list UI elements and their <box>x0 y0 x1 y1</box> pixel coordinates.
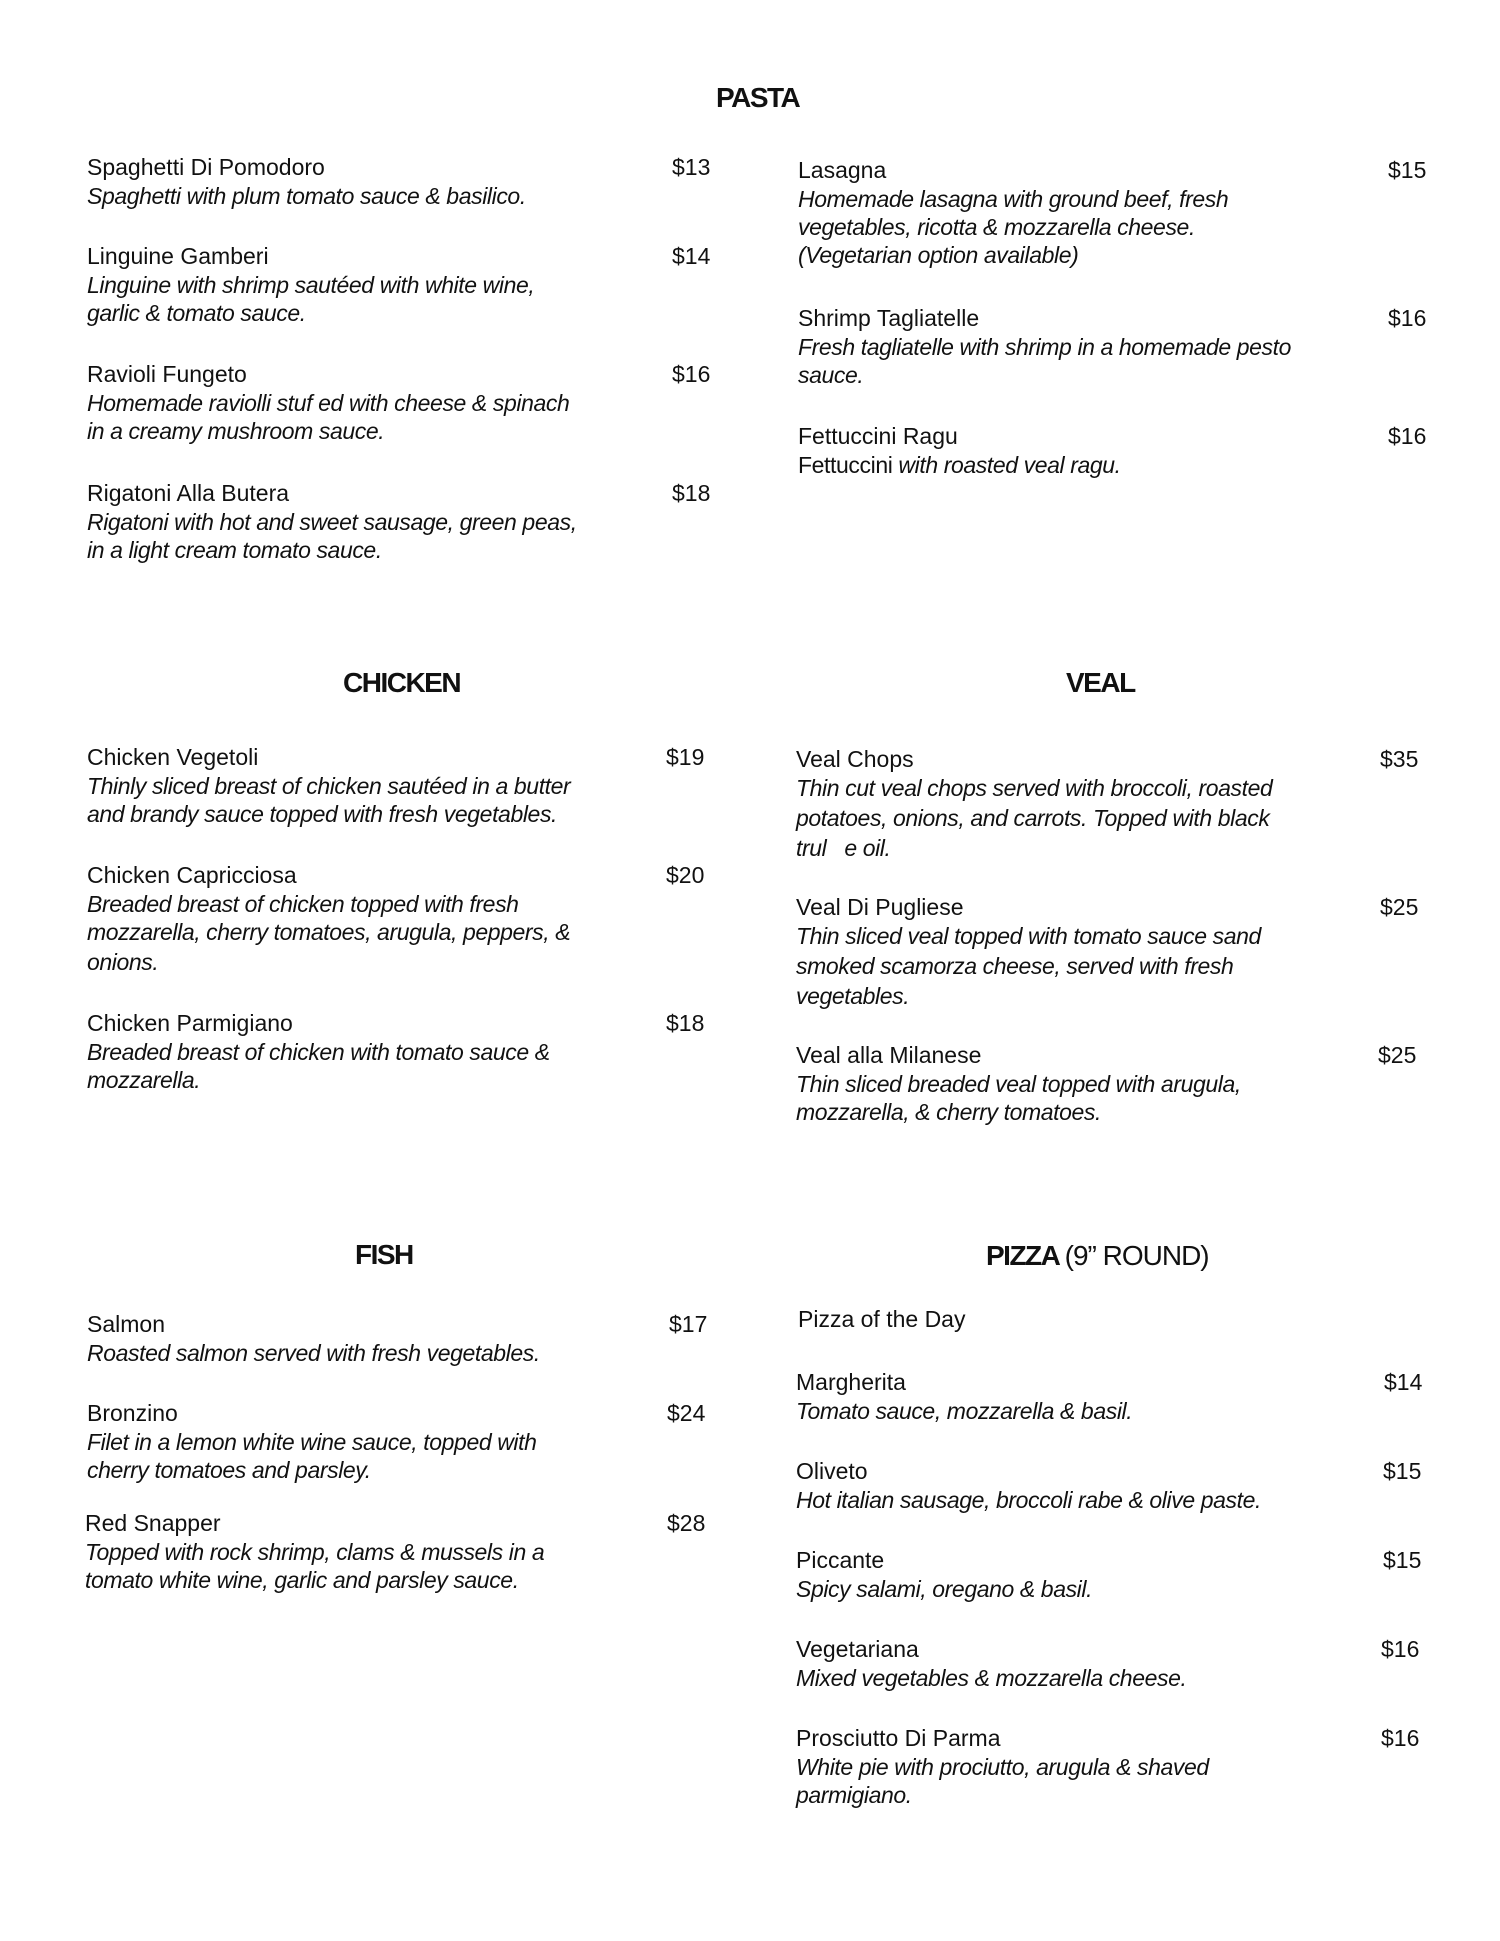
item-description: Fettuccini with roasted veal ragu. <box>798 452 1121 478</box>
item-price: $25 <box>1380 894 1419 920</box>
pizza-of-the-day <box>798 1304 1438 1334</box>
item-name: Rigatoni Alla Butera <box>87 480 290 506</box>
item-price: $35 <box>1380 746 1419 772</box>
item-name: Veal Chops <box>796 746 914 772</box>
item-name: Spaghetti Di Pomodoro <box>87 154 325 180</box>
item-price: $20 <box>666 862 705 888</box>
menu-item <box>796 1456 1436 1514</box>
item-description: Thinly sliced breast of chicken sautéed in a butter and brandy sauce topped with fresh vegetables. <box>87 773 571 827</box>
menu-item <box>796 1723 1436 1809</box>
item-description: Linguine with shrimp sautéed with white wine, garlic & tomato sauce. <box>87 272 535 326</box>
item-description: Fresh tagliatelle with shrimp in a homemade pesto sauce. <box>798 334 1292 388</box>
item-price: $18 <box>672 480 711 506</box>
item-price: $15 <box>1383 1547 1422 1573</box>
menu-item <box>87 152 711 210</box>
pizza-heading: PIZZA (9” ROUND) <box>986 1240 1209 1271</box>
pizza-size-note: (9” ROUND) <box>1064 1240 1209 1271</box>
item-name: Pizza of the Day <box>798 1306 966 1332</box>
item-name: Fettuccini Ragu <box>798 423 958 449</box>
menu-item <box>87 1398 707 1484</box>
menu-item <box>796 892 1436 1010</box>
item-name: Prosciutto Di Parma <box>796 1725 1001 1751</box>
item-name: Bronzino <box>87 1400 178 1426</box>
item-name: Veal Di Pugliese <box>796 894 964 920</box>
item-price: $14 <box>672 243 711 269</box>
menu-item <box>796 1545 1436 1603</box>
item-description: Thin cut veal chops served with broccoli, roasted potatoes, onions, and carrots. Topped with black trul e oil. <box>796 775 1273 861</box>
menu-item <box>798 303 1438 389</box>
item-name: Veal alla Milanese <box>796 1042 982 1068</box>
item-description: Spaghetti with plum tomato sauce & basilico. <box>87 183 526 209</box>
menu-item <box>87 241 711 327</box>
item-name: Ravioli Fungeto <box>87 361 247 387</box>
item-description: Filet in a lemon white wine sauce, topped with cherry tomatoes and parsley. <box>87 1429 537 1483</box>
item-name: Chicken Parmigiano <box>87 1010 293 1036</box>
item-description: Rigatoni with hot and sweet sausage, green peas, in a light cream tomato sauce. <box>87 509 577 563</box>
item-description: Thin sliced veal topped with tomato sauce sand smoked scamorza cheese, served with fresh vegetables. <box>796 923 1261 1009</box>
item-price: $24 <box>667 1400 706 1426</box>
item-name: Vegetariana <box>796 1636 919 1662</box>
menu-item <box>798 421 1438 479</box>
item-description: Hot italian sausage, broccoli rabe & olive paste. <box>796 1487 1261 1513</box>
item-price: $14 <box>1384 1369 1423 1395</box>
menu-item <box>87 860 707 976</box>
item-price: $19 <box>666 744 705 770</box>
menu-item <box>796 1634 1436 1692</box>
pasta-heading: PASTA <box>716 82 800 113</box>
item-description: White pie with prociutto, arugula & shaved parmigiano. <box>796 1754 1209 1808</box>
item-description: Homemade lasagna with ground beef, fresh vegetables, ricotta & mozzarella cheese. (Vegetarian option available) <box>798 186 1229 268</box>
item-name: Chicken Vegetoli <box>87 744 259 770</box>
item-price: $13 <box>672 154 711 180</box>
item-description: Breaded breast of chicken with tomato sauce & mozzarella. <box>87 1039 550 1093</box>
menu-item <box>87 478 711 564</box>
item-price: $16 <box>1381 1725 1420 1751</box>
item-name: Chicken Capricciosa <box>87 862 297 888</box>
item-price: $16 <box>1388 423 1427 449</box>
item-name: Oliveto <box>796 1458 868 1484</box>
menu-item <box>87 1008 707 1094</box>
item-price: $16 <box>672 361 711 387</box>
item-description: Thin sliced breaded veal topped with arugula, mozzarella, & cherry tomatoes. <box>796 1071 1241 1125</box>
item-name: Shrimp Tagliatelle <box>798 305 980 331</box>
item-price: $16 <box>1388 305 1427 331</box>
item-name: Linguine Gamberi <box>87 243 269 269</box>
menu-item <box>85 1508 705 1594</box>
item-name: Red Snapper <box>85 1510 221 1536</box>
item-price: $25 <box>1378 1042 1417 1068</box>
menu-item <box>798 155 1438 269</box>
item-price: $28 <box>667 1510 706 1536</box>
item-description: Homemade raviolli stuf ed with cheese & spinach in a creamy mushroom sauce. <box>87 390 570 444</box>
fish-heading: FISH <box>355 1239 413 1270</box>
menu-item <box>87 1309 707 1367</box>
menu-item <box>796 1367 1436 1425</box>
item-price: $17 <box>669 1311 708 1337</box>
item-price: $15 <box>1383 1458 1422 1484</box>
chicken-heading: CHICKEN <box>343 667 461 698</box>
item-price: $18 <box>666 1010 705 1036</box>
item-description: Topped with rock shrimp, clams & mussels in a tomato white wine, garlic and parsley sauce. <box>85 1539 545 1593</box>
menu-item <box>796 744 1436 862</box>
item-name: Lasagna <box>798 157 887 183</box>
item-name: Salmon <box>87 1311 165 1337</box>
menu-item <box>87 742 707 828</box>
item-description: Roasted salmon served with fresh vegetables. <box>87 1340 540 1366</box>
menu-item <box>796 1040 1436 1126</box>
veal-heading: VEAL <box>1066 667 1135 698</box>
item-price: $15 <box>1388 157 1427 183</box>
item-price: $16 <box>1381 1636 1420 1662</box>
menu-item <box>87 359 711 445</box>
item-description: Breaded breast of chicken topped with fresh mozzarella, cherry tomatoes, arugula, peppers, & onions. <box>87 891 571 975</box>
item-description: Tomato sauce, mozzarella & basil. <box>796 1398 1133 1424</box>
item-name: Margherita <box>796 1369 906 1395</box>
item-name: Piccante <box>796 1547 885 1573</box>
item-description: Spicy salami, oregano & basil. <box>796 1576 1093 1602</box>
item-description: Mixed vegetables & mozzarella cheese. <box>796 1665 1187 1691</box>
